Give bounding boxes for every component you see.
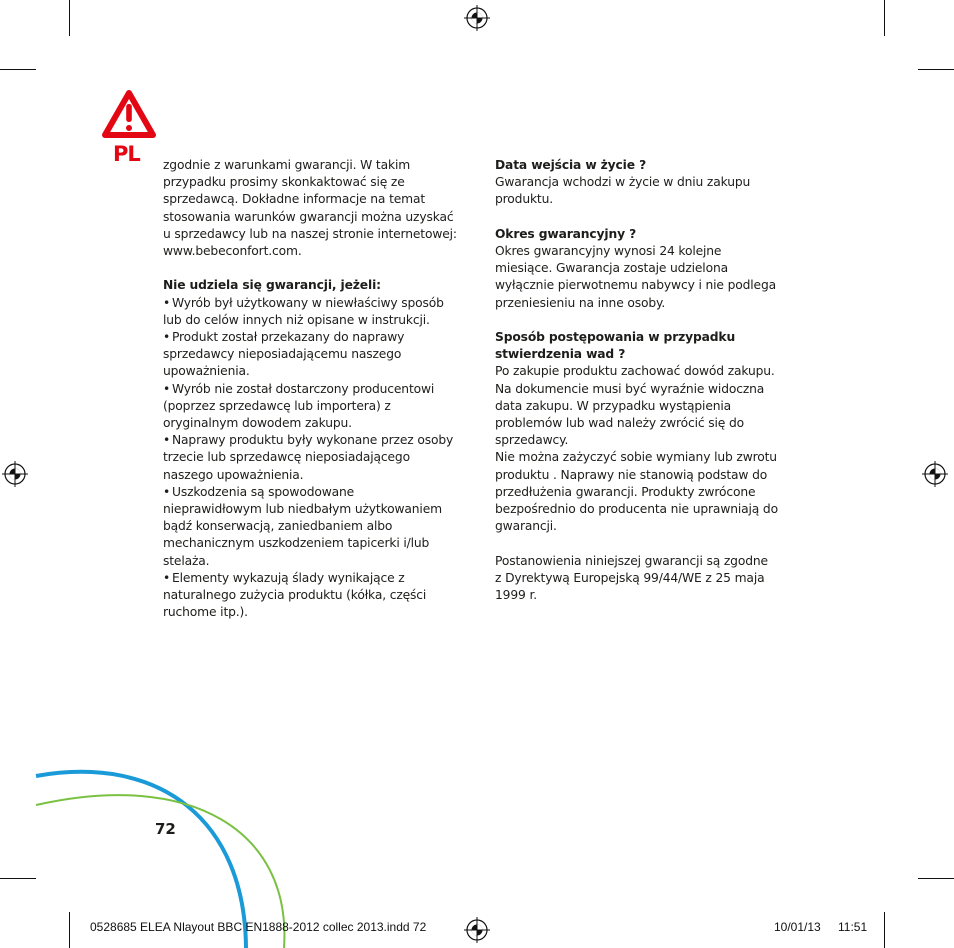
list-item-text: Wyrób nie został dostarczony producentowi <box>172 381 435 396</box>
list-item-line <box>163 329 473 346</box>
language-code: PL <box>113 142 140 166</box>
exclusions-heading: Nie udziela się gwarancji, jeżeli: <box>163 278 381 293</box>
list-item-text: lub do celów innych niż opisane w instrukcji. <box>163 312 430 327</box>
list-item-line <box>163 295 473 312</box>
list-item-line <box>163 432 473 449</box>
crop-mark <box>69 0 70 36</box>
bullet-icon: • <box>163 484 171 499</box>
section-body-line: 1999 r. <box>495 588 537 603</box>
section-body-line: data zakupu. W przypadku wystąpienia <box>495 398 732 413</box>
crop-mark <box>918 878 954 879</box>
section-body-line: miesiące. Gwarancja zostaje udzielona <box>495 261 728 276</box>
section-body-line: przeniesieniu na inne osoby. <box>495 295 666 310</box>
list-item-text: naturalnego zużycia produktu (kółka, części <box>163 588 427 603</box>
section-heading: Data wejścia w życie ? <box>495 158 647 172</box>
right-column <box>495 157 805 604</box>
bullet-icon: • <box>163 381 171 396</box>
registration-mark-icon <box>921 460 949 488</box>
info-section <box>495 226 805 312</box>
crop-mark <box>918 69 954 70</box>
list-item-line <box>163 467 473 484</box>
list-item-line <box>163 535 473 552</box>
bullet-icon: • <box>163 295 171 310</box>
list-item-text: (poprzez sprzedawcę lub importera) z <box>163 398 391 413</box>
section-body-line: Po zakupie produktu zachować dowód zakupu. <box>495 364 775 379</box>
list-item-text: Naprawy produktu były wykonane przez osoby <box>172 433 454 448</box>
slug-date: 10/01/13 <box>774 920 821 934</box>
section-body-line: sprzedawcy. <box>495 433 569 448</box>
warning-triangle-icon <box>100 88 158 142</box>
section-body-line: gwarancji. <box>495 519 557 534</box>
info-section <box>495 157 805 209</box>
bullet-icon: • <box>163 330 171 345</box>
section-body-line: produktu. <box>495 192 554 207</box>
intro-line: sprzedawcą. Dokładne informacje na temat <box>163 192 426 207</box>
list-item-text: nieprawidłowym lub niedbałym użytkowaniem <box>163 502 442 517</box>
list-item-line <box>163 501 473 518</box>
exclusions-list <box>163 295 473 622</box>
crop-mark <box>884 0 885 36</box>
list-item-text: Uszkodzenia są spowodowane <box>172 484 355 499</box>
list-item-line <box>163 415 473 432</box>
list-item <box>163 432 473 484</box>
registration-mark-icon <box>1 460 29 488</box>
list-item-line <box>163 553 473 570</box>
section-body-line: Na dokumencie musi być wyraźnie widoczna <box>495 381 765 396</box>
list-item <box>163 381 473 433</box>
list-item-text: mechanicznym uszkodzeniem tapicerki i/lub <box>163 536 430 551</box>
list-item-line <box>163 587 473 604</box>
list-item <box>163 295 473 329</box>
section-body-line: Okres gwarancyjny wynosi 24 kolejne <box>495 244 722 258</box>
list-item-text: stelaża. <box>163 553 210 568</box>
list-item-line <box>163 381 473 398</box>
section-body-line: produktu . Naprawy nie stanowią podstaw do <box>495 467 768 482</box>
list-item-text: Wyrób był użytkowany w niewłaściwy sposób <box>172 295 444 310</box>
list-item-line <box>163 484 473 501</box>
section-body-line: z Dyrektywą Europejską 99/44/WE z 25 maja <box>495 570 765 585</box>
list-item-text: trzecie lub sprzedawcę nieposiadającego <box>163 450 410 465</box>
list-item-text: oryginalnym dowodem zakupu. <box>163 416 352 431</box>
list-item-line <box>163 570 473 587</box>
list-item-text: sprzedawcy nieposiadającemu naszego <box>163 347 402 362</box>
section-body-line: wyłącznie pierwotnemu nabywcy i nie podlega <box>495 278 776 293</box>
bullet-icon: • <box>163 433 171 448</box>
list-item-text: upoważnienia. <box>163 364 250 379</box>
list-item-line <box>163 312 473 329</box>
registration-mark-icon <box>463 916 491 944</box>
info-section <box>495 553 805 605</box>
slug-file-info: 0528685 ELEA Nlayout BBC EN1888-2012 collec 2013.indd 72 <box>90 920 427 934</box>
list-item-line <box>163 346 473 363</box>
left-column <box>163 157 473 621</box>
intro-paragraph <box>163 157 473 260</box>
list-item-text: ruchome itp.). <box>163 605 248 620</box>
crop-mark <box>884 912 885 948</box>
list-item-text: Elementy wykazują ślady wynikające z <box>172 570 405 585</box>
section-body-line: problemów lub wad należy zwrócić się do <box>495 416 744 431</box>
list-item-line <box>163 398 473 415</box>
list-item-text: Produkt został przekazany do naprawy <box>172 330 405 345</box>
section-body-line: Gwarancja wchodzi w życie w dniu zakupu <box>495 175 751 190</box>
list-item-line <box>163 363 473 380</box>
section-body-line: Nie można zażyczyć sobie wymiany lub zwrotu <box>495 450 777 465</box>
section-body-line: Postanowienia niniejszej gwarancji są zgodne <box>495 553 768 568</box>
list-item <box>163 484 473 570</box>
intro-line: przypadku prosimy skonkaktować się ze <box>163 175 405 190</box>
intro-line: u sprzedawcy lub na naszej stronie internetowej: <box>163 226 457 241</box>
list-item-text: naszego upoważnienia. <box>163 467 304 482</box>
page-number: 72 <box>155 820 176 838</box>
section-heading: Sposób postępowania w przypadku <box>495 330 736 344</box>
list-item-line <box>163 604 473 621</box>
list-item-line <box>163 518 473 535</box>
crop-mark <box>0 69 36 70</box>
section-heading: Okres gwarancyjny ? <box>495 226 637 241</box>
list-item <box>163 329 473 381</box>
intro-line: stosowania warunków gwarancji można uzyskać <box>163 209 454 224</box>
list-item-line <box>163 449 473 466</box>
registration-mark-icon <box>463 4 491 32</box>
section-heading: stwierdzenia wad ? <box>495 347 626 362</box>
section-body-line: przedłużenia gwarancji. Produkty zwrócone <box>495 484 756 499</box>
list-item <box>163 570 473 622</box>
slug-time: 11:51 <box>838 920 868 934</box>
list-item-text: bądź konserwacją, zaniedbaniem albo <box>163 519 393 534</box>
intro-line: zgodnie z warunkami gwarancji. W takim <box>163 158 411 172</box>
info-section <box>495 329 805 535</box>
section-body-line: bezpośrednio do producenta nie uprawniają do <box>495 502 778 517</box>
bullet-icon: • <box>163 570 171 585</box>
intro-line: www.bebeconfort.com. <box>163 244 302 259</box>
